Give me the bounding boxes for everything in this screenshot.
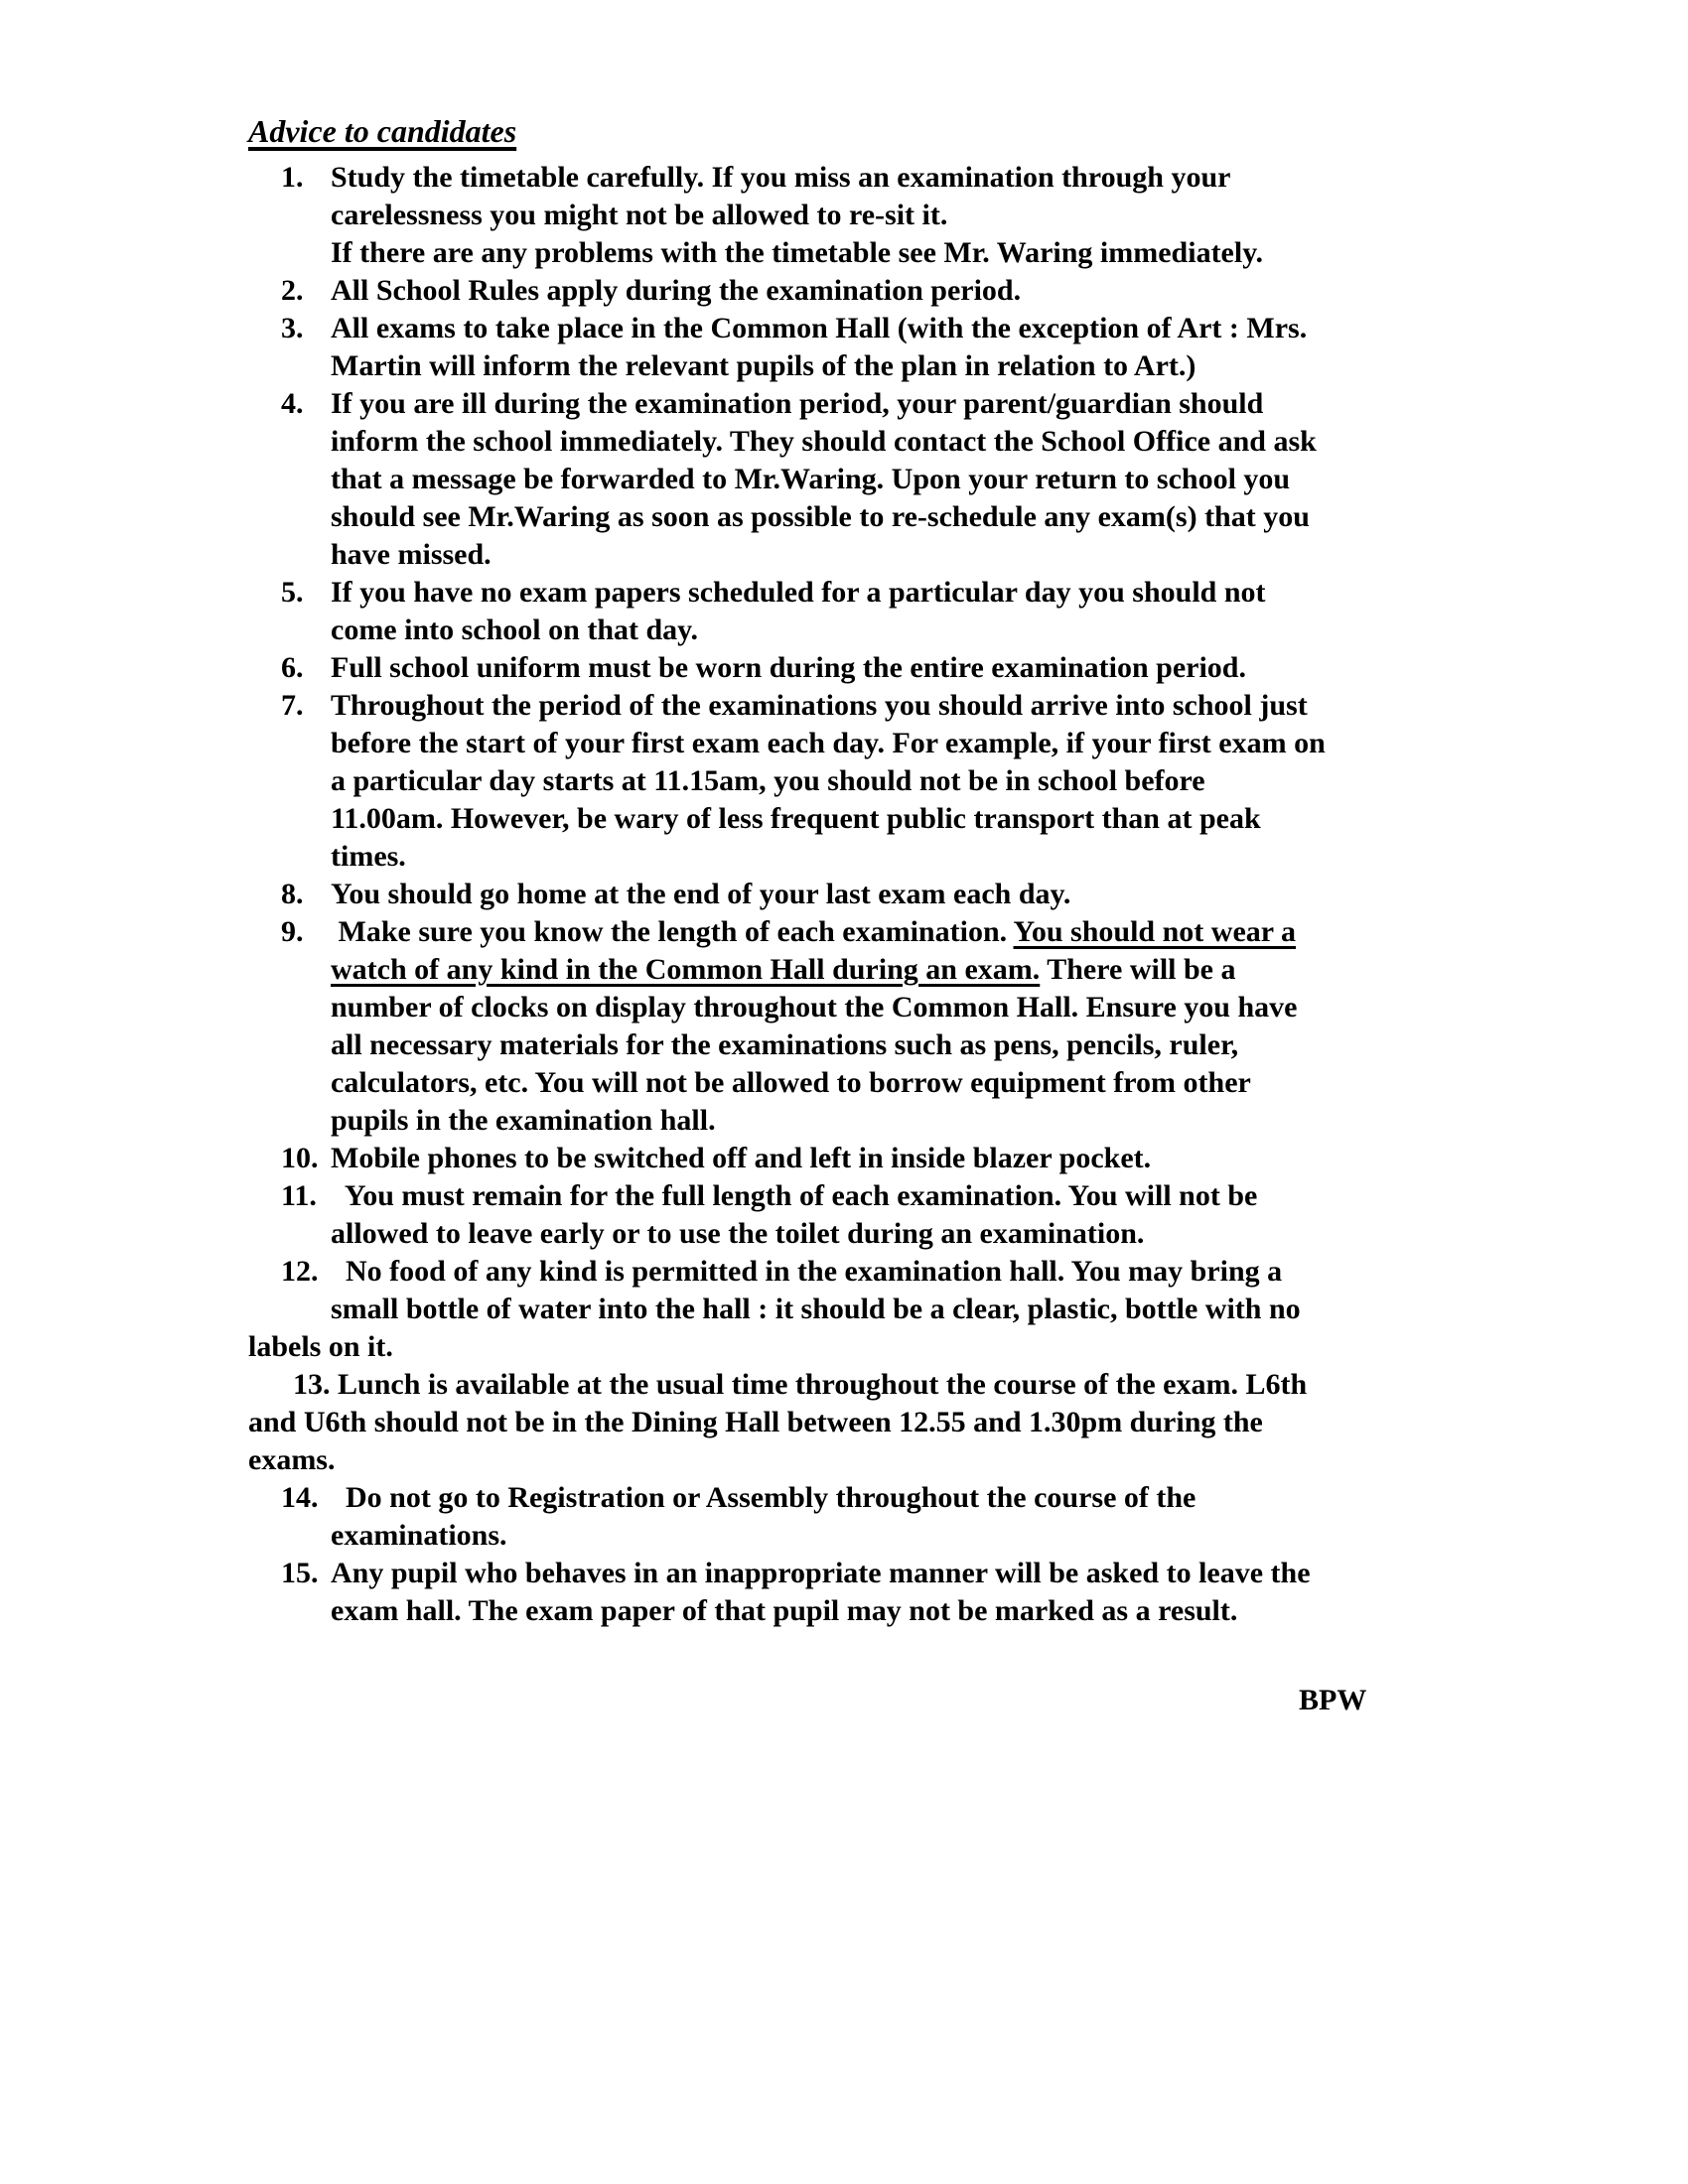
text-line — [331, 461, 1688, 498]
text-segment: calculators, etc. You will not be allowed to borrow equipment from other — [331, 1066, 1251, 1099]
paragraph — [248, 1366, 1688, 1479]
item-number: 3. — [281, 312, 304, 344]
list-item — [248, 310, 1688, 385]
text-segment: have missed. — [331, 538, 492, 571]
list-item — [248, 1140, 1688, 1177]
text-segment: 11.00am. However, be wary of less frequent public transport than at peak — [331, 802, 1261, 835]
text-line — [331, 1517, 1688, 1555]
text-line — [331, 612, 1688, 649]
text-segment: All School Rules apply during the examination period. — [331, 274, 1022, 307]
text-segment: and U6th should not be in the Dining Hall between 12.55 and 1.30pm during the — [248, 1406, 1263, 1438]
text-line — [331, 536, 1688, 574]
list-item — [248, 1253, 1688, 1328]
text-segment: Throughout the period of the examinations you should arrive into school just — [331, 689, 1308, 722]
text-line — [331, 989, 1688, 1026]
text-segment: Mobile phones to be switched off and left in inside blazer pocket. — [331, 1142, 1152, 1174]
text-line — [248, 1441, 1688, 1479]
text-line — [331, 687, 1688, 725]
advice-list — [248, 159, 1688, 1630]
list-item — [248, 1555, 1688, 1630]
text-line — [331, 800, 1688, 838]
text-line — [331, 876, 1688, 913]
list-item — [248, 385, 1688, 574]
text-segment: small bottle of water into the hall : it should be a clear, plastic, bottle with no — [331, 1293, 1301, 1325]
item-body — [331, 574, 1688, 649]
text-segment: should see Mr.Waring as soon as possible to re-schedule any exam(s) that you — [331, 500, 1310, 533]
item-number: 10. — [281, 1142, 319, 1174]
text-segment: You must remain for the full length of each examination. You will not be — [331, 1179, 1258, 1212]
text-segment: allowed to leave early or to use the toilet during an examination. — [331, 1217, 1145, 1250]
text-line — [248, 1328, 1688, 1366]
text-line — [331, 159, 1688, 197]
item-body — [331, 1555, 1688, 1630]
item-body — [331, 1177, 1688, 1253]
item-body — [331, 310, 1688, 385]
item-number: 2. — [281, 274, 304, 307]
list-item — [248, 913, 1688, 1140]
text-line — [331, 1177, 1688, 1215]
text-segment: If there are any problems with the timetable see Mr. Waring immediately. — [331, 236, 1264, 269]
item-number: 15. — [281, 1557, 319, 1589]
item-body — [331, 913, 1688, 1140]
document-title — [248, 111, 1688, 151]
text-segment: Full school uniform must be worn during the entire examination period. — [331, 651, 1246, 684]
item-number: 5. — [281, 576, 304, 609]
item-body — [331, 159, 1688, 272]
text-segment: Make sure you know the length of each examination. — [331, 915, 1014, 948]
item-number: 6. — [281, 651, 304, 684]
text-segment: If you have no exam papers scheduled for a particular day you should not — [331, 576, 1266, 609]
paragraph — [248, 1328, 1688, 1366]
text-line — [248, 1366, 1688, 1404]
list-item — [248, 1479, 1688, 1555]
item-body — [248, 1328, 1688, 1366]
text-segment: inform the school immediately. They should contact the School Office and ask — [331, 425, 1317, 458]
text-segment: times. — [331, 840, 406, 873]
text-segment: that a message be forwarded to Mr.Waring. Upon your return to school you — [331, 463, 1291, 495]
text-line — [331, 1253, 1688, 1291]
text-segment: Martin will inform the relevant pupils of the plan in relation to Art.) — [331, 349, 1196, 382]
item-number: 7. — [281, 689, 304, 722]
text-segment: a particular day starts at 11.15am, you should not be in school before — [331, 764, 1205, 797]
list-item — [248, 272, 1688, 310]
text-segment: carelessness you might not be allowed to re-sit it. — [331, 199, 948, 231]
text-segment: There will be a — [1040, 953, 1236, 986]
text-line — [331, 1479, 1688, 1517]
text-segment: all necessary materials for the examinations such as pens, pencils, ruler, — [331, 1028, 1239, 1061]
text-segment: exam hall. The exam paper of that pupil may not be marked as a result. — [331, 1594, 1238, 1627]
text-line — [331, 347, 1688, 385]
text-segment: examinations. — [331, 1519, 507, 1552]
text-line — [331, 197, 1688, 234]
text-line — [331, 310, 1688, 347]
item-body — [331, 876, 1688, 913]
text-segment: Study the timetable carefully. If you miss an examination through your — [331, 161, 1231, 194]
list-item — [248, 649, 1688, 687]
item-number: 14. — [281, 1481, 319, 1514]
text-line — [331, 1064, 1688, 1102]
text-line — [331, 385, 1688, 423]
text-segment: before the start of your first exam each day. For example, if your first exam on — [331, 727, 1326, 759]
text-line — [331, 1215, 1688, 1253]
list-item — [248, 574, 1688, 649]
text-segment: labels on it. — [248, 1330, 393, 1363]
author-initials: BPW — [1299, 1684, 1367, 1716]
text-line — [331, 1102, 1688, 1140]
text-line — [331, 1592, 1688, 1630]
item-number: 12. — [281, 1255, 319, 1288]
text-line — [331, 1026, 1688, 1064]
text-line — [331, 1555, 1688, 1592]
item-body — [331, 385, 1688, 574]
list-item — [248, 1177, 1688, 1253]
text-line — [331, 1291, 1688, 1328]
item-number: 9. — [281, 915, 304, 948]
text-segment: come into school on that day. — [331, 614, 699, 646]
underlined-text: watch of any kind in the Common Hall during an exam. — [331, 953, 1041, 986]
text-segment: If you are ill during the examination period, your parent/guardian should — [331, 387, 1264, 420]
item-body — [331, 1253, 1688, 1328]
text-segment: Any pupil who behaves in an inappropriate manner will be asked to leave the — [331, 1557, 1311, 1589]
item-body — [248, 1366, 1688, 1479]
item-number: 4. — [281, 387, 304, 420]
text-line — [331, 762, 1688, 800]
text-line — [331, 234, 1688, 272]
text-line — [331, 838, 1688, 876]
text-segment: exams. — [248, 1443, 336, 1476]
item-body — [331, 1479, 1688, 1555]
item-number: 11. — [281, 1179, 317, 1212]
underlined-text: You should not wear a — [1013, 915, 1297, 948]
text-line — [331, 951, 1688, 989]
text-line — [331, 649, 1688, 687]
list-item — [248, 687, 1688, 876]
document-title-text: Advice to candidates — [248, 113, 517, 149]
list-item — [248, 876, 1688, 913]
text-line — [331, 913, 1688, 951]
item-body — [331, 272, 1688, 310]
item-body — [331, 1140, 1688, 1177]
text-segment: All exams to take place in the Common Hall (with the exception of Art : Mrs. — [331, 312, 1308, 344]
text-segment: 13. Lunch is available at the usual time throughout the course of the exam. L6th — [248, 1368, 1308, 1401]
text-line — [331, 272, 1688, 310]
item-number: 8. — [281, 878, 304, 910]
text-segment: You should go home at the end of your last exam each day. — [331, 878, 1071, 910]
text-line — [331, 498, 1688, 536]
text-line — [331, 1140, 1688, 1177]
text-line — [331, 574, 1688, 612]
item-body — [331, 687, 1688, 876]
text-line — [248, 1404, 1688, 1441]
text-segment: No food of any kind is permitted in the examination hall. You may bring a — [331, 1255, 1283, 1288]
item-body — [331, 649, 1688, 687]
text-segment: Do not go to Registration or Assembly throughout the course of the — [331, 1481, 1196, 1514]
text-segment: number of clocks on display throughout the Common Hall. Ensure you have — [331, 991, 1298, 1024]
text-line — [331, 423, 1688, 461]
text-segment: pupils in the examination hall. — [331, 1104, 716, 1137]
list-item — [248, 159, 1688, 272]
text-line — [331, 725, 1688, 762]
item-number: 1. — [281, 161, 304, 194]
